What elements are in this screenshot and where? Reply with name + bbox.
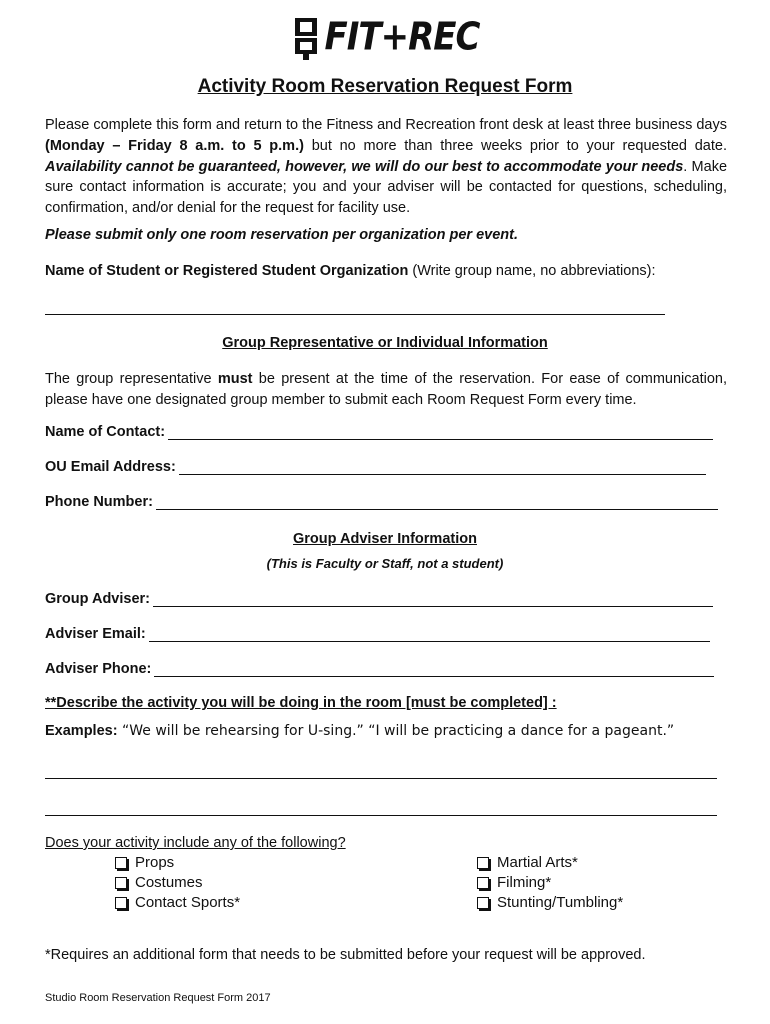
- rep-section-heading: Group Representative or Individual Information: [222, 335, 548, 351]
- group-adviser-input[interactable]: [153, 592, 713, 607]
- page-title: Activity Room Reservation Request Form: [197, 76, 573, 97]
- fit-rec-logo: [0, 14, 770, 60]
- activity-description-line-1[interactable]: [45, 778, 717, 779]
- page-footer: Studio Room Reservation Request Form 2017: [45, 992, 271, 1004]
- checkbox-contact-sports[interactable]: Contact Sports*: [115, 894, 240, 911]
- activity-description-line-2[interactable]: [45, 815, 717, 816]
- adviser-phone-input[interactable]: [154, 662, 714, 677]
- checkbox-icon[interactable]: [477, 877, 489, 889]
- logo-text: FIT+REC: [324, 14, 480, 60]
- footnote: *Requires an additional form that needs to be submitted before your request will be approved.: [45, 947, 646, 963]
- checkbox-icon[interactable]: [115, 877, 127, 889]
- adviser-email-field[interactable]: Adviser Email:: [45, 626, 710, 642]
- phone-number-input[interactable]: [156, 495, 718, 510]
- checkbox-props[interactable]: Props: [115, 854, 174, 871]
- checkbox-filming[interactable]: Filming*: [477, 874, 551, 891]
- org-name-label: Name of Student or Registered Student Organization (Write group name, no abbreviations):: [45, 263, 656, 279]
- contact-name-field[interactable]: Name of Contact:: [45, 424, 713, 440]
- adviser-email-input[interactable]: [149, 627, 710, 642]
- checkbox-stunting-tumbling[interactable]: Stunting/Tumbling*: [477, 894, 623, 911]
- checkbox-icon[interactable]: [477, 857, 489, 869]
- checkbox-costumes[interactable]: Costumes: [115, 874, 203, 891]
- org-name-field[interactable]: [45, 314, 665, 315]
- examples-line: Examples: “We will be rehearsing for U-sing.” “I will be practicing a dance for a pageant.”: [45, 723, 675, 739]
- adviser-phone-field[interactable]: Adviser Phone:: [45, 661, 714, 677]
- contact-name-input[interactable]: [168, 425, 713, 440]
- checkbox-icon[interactable]: [115, 897, 127, 909]
- describe-activity-label: **Describe the activity you will be doing in the room [must be completed] :: [45, 695, 557, 711]
- ou-email-field[interactable]: OU Email Address:: [45, 459, 706, 475]
- include-question: Does your activity include any of the following?: [45, 835, 346, 851]
- adviser-subheading: (This is Faculty or Staff, not a student): [266, 556, 504, 571]
- group-adviser-field[interactable]: Group Adviser:: [45, 591, 713, 607]
- intro-paragraph: Please complete this form and return to the Fitness and Recreation front desk at least three business days (Monday – Friday 8 a.m. to 5 p.m.) but no more than three weeks prior to your requested date. Availability cannot be guaranteed, however, we will do our best to accommodate your needs. Make sure contact information is accurate; you and your adviser will be contacted for questions, scheduling, confirmation, and/or denial for the request for facility use.: [45, 117, 728, 217]
- one-per-event-note: Please submit only one room reservation per organization per event.: [45, 227, 518, 243]
- rep-paragraph: The group representative must be present at the time of the reservation. For ease of communication, please have one designated group member to submit each Room Request Form every time.: [45, 371, 727, 408]
- phone-number-field[interactable]: Phone Number:: [45, 494, 718, 510]
- adviser-section-heading: Group Adviser Information: [293, 531, 477, 547]
- checkbox-icon[interactable]: [477, 897, 489, 909]
- checkbox-icon[interactable]: [115, 857, 127, 869]
- ou-logo-icon: [291, 14, 321, 60]
- checkbox-martial-arts[interactable]: Martial Arts*: [477, 854, 578, 871]
- ou-email-input[interactable]: [179, 460, 706, 475]
